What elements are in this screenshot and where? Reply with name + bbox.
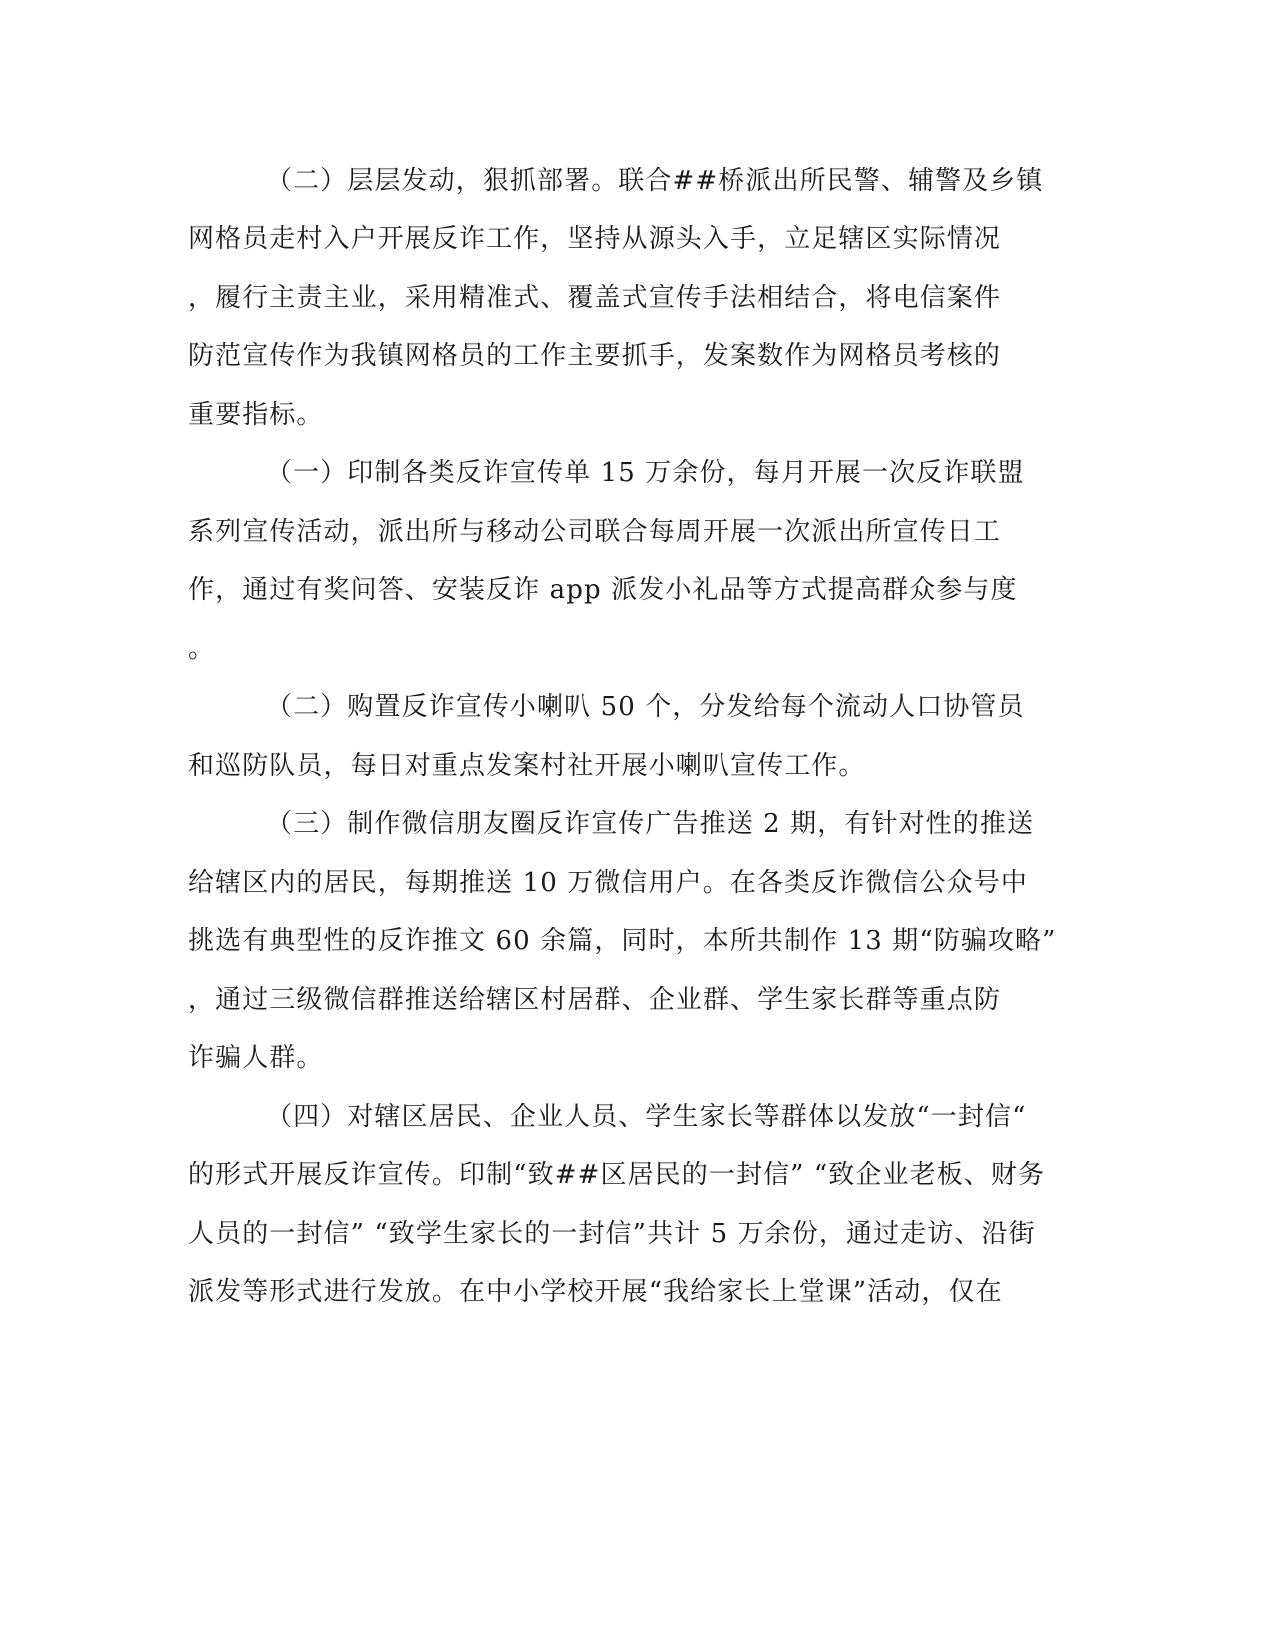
- text-line: （四）对辖区居民、企业人员、学生家长等群体以发放“一封信“: [266, 1102, 1027, 1132]
- text-line: 的形式开展反诈宣传。印制“致##区居民的一封信” “致企业老板、财务: [188, 1160, 1046, 1190]
- text-line: 防范宣传作为我镇网格员的工作主要抓手，发案数作为网格员考核的: [188, 341, 1002, 371]
- text-line: 给辖区内的居民，每期推送 10 万微信用户。在各类反诈微信公众号中: [188, 868, 1028, 898]
- text-line: 网格员走村入户开展反诈工作，坚持从源头入手，立足辖区实际情况: [188, 224, 1002, 254]
- text-line: 诈骗人群。: [188, 1043, 324, 1073]
- text-line: （二）购置反诈宣传小喇叭 50 个，分发给每个流动人口协管员: [266, 692, 1025, 722]
- text-line: 派发等形式进行发放。在中小学校开展“我给家长上堂课”活动，仅在: [188, 1277, 1003, 1307]
- text-line: 。: [188, 634, 216, 664]
- text-line: （三）制作微信朋友圈反诈宣传广告推送 2 期，有针对性的推送: [266, 809, 1035, 839]
- text-line: （二）层层发动，狠抓部署。联合##桥派出所民警、辅警及乡镇: [266, 166, 1044, 196]
- text-line: 和巡防队员，每日对重点发案村社开展小喇叭宣传工作。: [188, 751, 866, 781]
- text-line: 重要指标。: [188, 400, 324, 430]
- text-line: （一）印制各类反诈宣传单 15 万余份，每月开展一次反诈联盟: [266, 458, 1025, 488]
- text-line: 系列宣传活动，派出所与移动公司联合每周开展一次派出所宣传日工: [188, 517, 1002, 547]
- text-line: ，履行主责主业，采用精准式、覆盖式宣传手法相结合，将电信案件: [188, 283, 1002, 313]
- text-line: 挑选有典型性的反诈推文 60 余篇，同时，本所共制作 13 期“防骗攻略”: [188, 926, 1057, 956]
- text-line: 人员的一封信” “致学生家长的一封信”共计 5 万余份，通过走访、沿街: [188, 1219, 1036, 1249]
- text-line: ，通过三级微信群推送给辖区村居群、企业群、学生家长群等重点防: [188, 985, 1002, 1015]
- text-line: 作，通过有奖问答、安装反诈 app 派发小礼品等方式提高群众参与度: [188, 575, 1018, 605]
